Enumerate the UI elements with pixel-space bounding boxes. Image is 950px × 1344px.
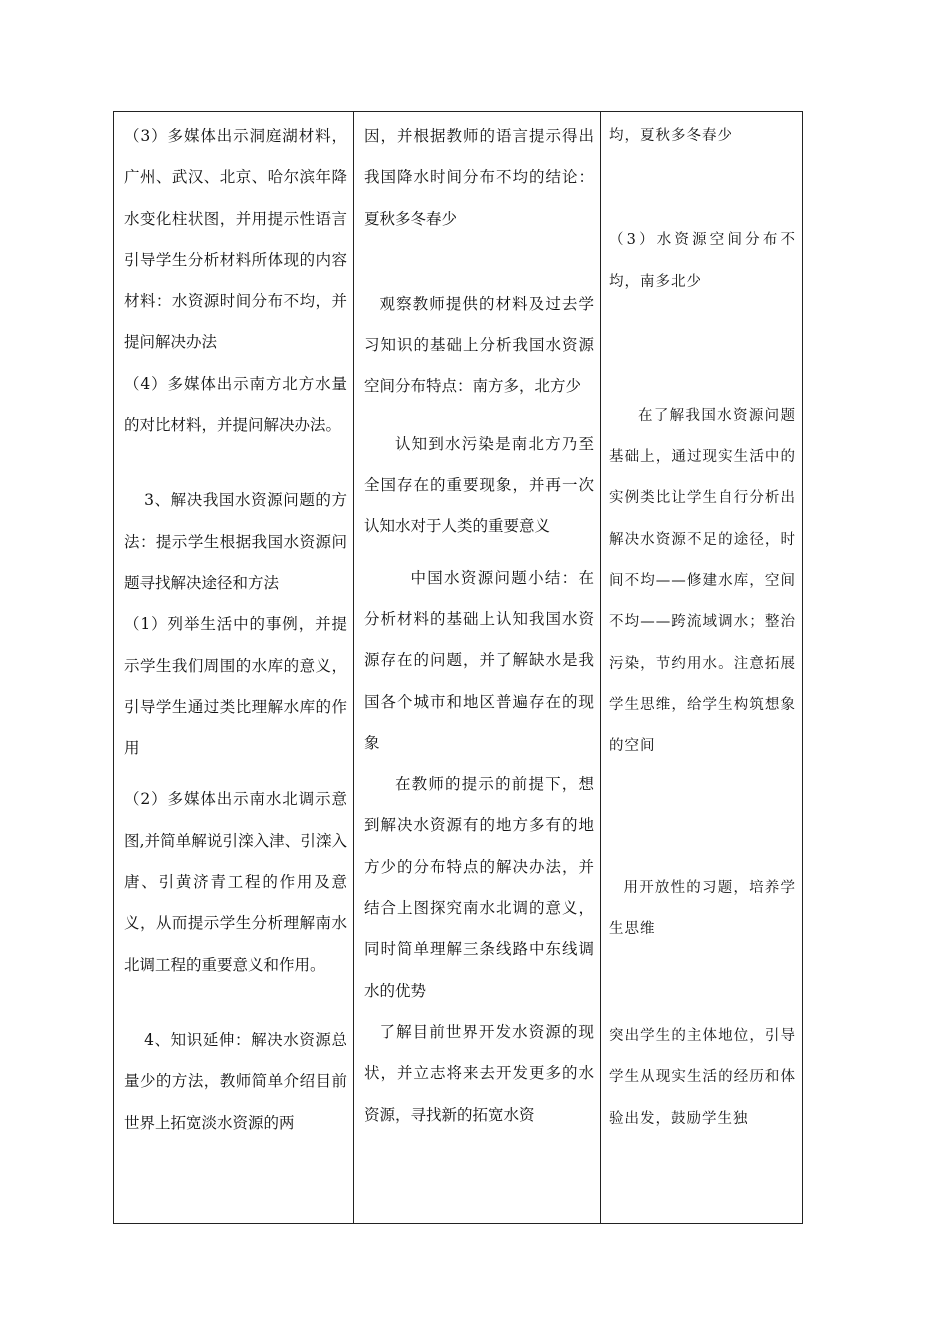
col1-paragraph-4: （1）列举生活中的事例，并提示学生我们周围的水库的意义，引导学生通过类比理解水库的作用: [124, 615, 347, 758]
col2-paragraph-3: 认知到水污染是南北方乃至全国存在的重要现象，并再一次认知水对于人类的重要意义: [364, 434, 594, 536]
student-activity-column: [354, 112, 601, 1223]
design-intent-column: [601, 112, 802, 1223]
col2-paragraph-6: 了解目前世界开发水资源的现状，并立志将来去开发更多的水资源，寻找新的拓宽水资: [364, 1022, 594, 1124]
col3-paragraph-2: （3）水资源空间分布不均，南多北少: [609, 232, 796, 290]
col1-paragraph-5: （2）多媒体出示南水北调示意图,并简单解说引滦入津、引滦入唐、引黄济青工程的作用及意义，从而提示学生分析理解南水北调工程的重要意义和作用。: [124, 790, 347, 974]
col2-paragraph-5: 在教师的提示的前提下，想到解决水资源有的地方多有的地方少的分布特点的解决办法，并结合上图探究南水北调的意义，同时简单理解三条线路中东线调水的优势: [364, 775, 594, 1000]
col3-paragraph-3: 在了解我国水资源问题基础上，通过现实生活中的实例类比让学生自行分析出解决水资源不足的途径，时间不均——修建水库，空间不均——跨流域调水；整治污染，节约用水。注意拓展学生思维，给学生构筑想象的空间: [609, 407, 796, 755]
col3-paragraph-1: 均，夏秋多冬春少: [609, 128, 733, 144]
teacher-activity-column: [114, 112, 354, 1223]
lesson-plan-table: [113, 111, 803, 1224]
col2-paragraph-4: 中国水资源问题小结：在分析材料的基础上认知我国水资源存在的问题，并了解缺水是我国各个城市和地区普遍存在的现象: [364, 568, 594, 752]
col3-paragraph-4: 用开放性的习题，培养学生思维: [609, 879, 796, 937]
col3-paragraph-5: 突出学生的主体地位，引导学生从现实生活的经历和体验出发，鼓励学生独: [609, 1028, 796, 1127]
col1-paragraph-2: （4）多媒体出示南方北方水量的对比材料，并提问解决办法。: [124, 374, 347, 435]
col1-paragraph-1: （3）多媒体出示洞庭湖材料，广州、武汉、北京、哈尔滨年降水变化柱状图，并用提示性语言引导学生分析材料所体现的内容材料：水资源时间分布不均，并提问解决办法: [124, 127, 347, 352]
col1-paragraph-3: 3、解决我国水资源问题的方法：提示学生根据我国水资源问题寻找解决途径和方法: [124, 491, 347, 592]
col1-paragraph-6: 4、知识延伸：解决水资源总量少的方法，教师简单介绍目前世界上拓宽淡水资源的两: [124, 1030, 347, 1132]
col2-paragraph-1: 因，并根据教师的语言提示得出我国降水时间分布不均的结论：夏秋多冬春少: [364, 127, 594, 228]
col2-paragraph-2: 观察教师提供的材料及过去学习知识的基础上分析我国水资源空间分布特点：南方多，北方少: [364, 294, 594, 396]
